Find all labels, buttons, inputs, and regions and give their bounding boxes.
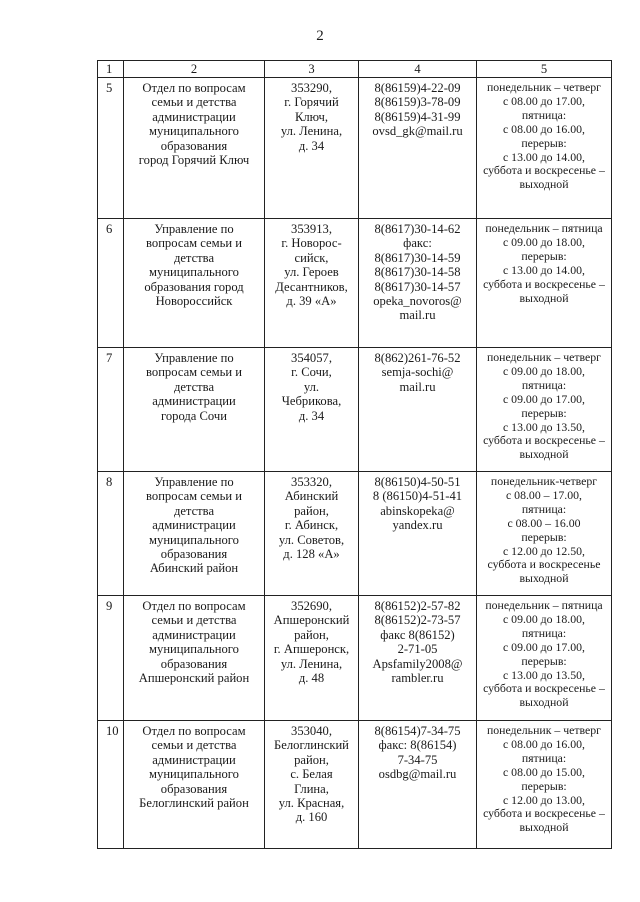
working-hours-line: суббота и воскресенье – xyxy=(483,433,605,448)
working-hours-line: с 08.00 – 17.00, xyxy=(505,487,583,502)
contacts-line: 8(86152)2-73-57 xyxy=(374,613,461,628)
working-hours-line: с 09.00 до 17.00, xyxy=(502,391,586,406)
working-hours-line: суббота и воскресенье – xyxy=(483,806,605,821)
organization-cell xyxy=(124,348,265,472)
address-line: д. 34 xyxy=(298,138,325,153)
working-hours-line: выходной xyxy=(519,820,569,835)
contacts-line: Apsfamily2008@ xyxy=(372,656,463,671)
organization-line: детства xyxy=(173,503,215,518)
organization-cell xyxy=(124,721,265,849)
header-cell-3: 3 xyxy=(265,61,359,78)
organization-line: администрации xyxy=(152,627,236,642)
organization-line: Апшеронский район xyxy=(138,671,250,686)
working-hours-line: понедельник-четверг xyxy=(490,474,598,488)
organization-line: Управление по xyxy=(154,351,234,365)
organization-line: муниципального xyxy=(149,265,239,280)
contacts-line: 7-34-75 xyxy=(397,752,438,767)
working-hours-cell xyxy=(477,596,612,721)
row-number-cell: 6 xyxy=(98,219,124,348)
working-hours-line: перерыв: xyxy=(521,778,567,793)
working-hours-line: понедельник – четверг xyxy=(486,723,602,737)
address-line: Глина, xyxy=(294,781,329,796)
header-cell-4: 4 xyxy=(359,61,477,78)
address-line: ул. Героев xyxy=(284,265,339,280)
address-line: район, xyxy=(294,752,329,767)
working-hours-line: выходной xyxy=(519,177,569,192)
working-hours-line: с 12.00 до 13.00, xyxy=(502,792,586,807)
organization-line: детства xyxy=(173,379,215,394)
address-line: ул. Ленина, xyxy=(280,124,343,139)
working-hours-cell xyxy=(477,219,612,348)
row-number-cell: 7 xyxy=(98,348,124,472)
row-number-cell: 9 xyxy=(98,596,124,721)
organization-line: вопросам семьи и xyxy=(146,365,242,380)
organization-line: администрации xyxy=(152,518,236,533)
working-hours-line: пятница: xyxy=(521,750,567,765)
address-line: 353913, xyxy=(291,222,332,236)
organization-line: администрации xyxy=(152,109,236,124)
organization-line: вопросам семьи и xyxy=(146,489,242,504)
working-hours-line: с 08.00 до 16.00, xyxy=(502,121,586,136)
address-line: Абинский xyxy=(284,489,339,504)
table-row xyxy=(98,78,612,219)
organization-cell xyxy=(124,472,265,596)
contacts-cell xyxy=(359,472,477,596)
working-hours-line: понедельник – пятница xyxy=(485,598,603,612)
working-hours-line: перерыв: xyxy=(521,653,567,668)
working-hours-line: перерыв: xyxy=(521,529,567,544)
address-line: г. Сочи, xyxy=(291,365,332,380)
contacts-line: факс: xyxy=(403,236,432,251)
address-line: д. 128 «А» xyxy=(283,547,340,562)
organization-line: администрации xyxy=(152,394,236,409)
organization-line: образования город xyxy=(144,279,244,294)
organization-line: администрации xyxy=(152,752,236,767)
contacts-line: факс 8(86152) xyxy=(380,627,455,642)
address-line: сийск, xyxy=(294,250,329,265)
working-hours-line: пятница: xyxy=(521,625,567,640)
contacts-line: mail.ru xyxy=(399,379,436,394)
row-number-cell: 5 xyxy=(98,78,124,219)
organization-line: Белоглинский район xyxy=(139,796,249,811)
address-line: 354057, xyxy=(291,351,332,365)
address-cell xyxy=(265,596,359,721)
address-line: Апшеронский xyxy=(273,613,350,628)
working-hours-line: пятница: xyxy=(521,501,567,516)
working-hours-line: выходной xyxy=(519,290,569,305)
working-hours-line: с 13.00 до 13.50, xyxy=(502,667,586,682)
address-cell xyxy=(265,78,359,219)
address-line: г. Горячий xyxy=(284,95,339,110)
organization-line: образования xyxy=(160,138,228,153)
organization-line: детства xyxy=(173,250,215,265)
address-line: Десантников, xyxy=(275,279,348,294)
contacts-line: abinskopeka@ xyxy=(380,503,455,518)
working-hours-line: понедельник – пятница xyxy=(485,221,603,235)
organization-cell xyxy=(124,219,265,348)
header-cell-2: 2 xyxy=(124,61,265,78)
organization-line: семьи и детства xyxy=(151,613,237,628)
organization-line: Управление по xyxy=(154,222,234,236)
address-line: д. 34 xyxy=(298,408,325,423)
working-hours-cell xyxy=(477,78,612,219)
working-hours-line: с 09.00 до 17.00, xyxy=(502,639,586,654)
contacts-line: mail.ru xyxy=(399,308,436,323)
contacts-cell xyxy=(359,219,477,348)
address-line: ул. Ленина, xyxy=(280,656,343,671)
working-hours-line: перерыв: xyxy=(521,135,567,150)
organization-line: образования xyxy=(160,547,228,562)
working-hours-line: суббота и воскресенье – xyxy=(483,276,605,291)
working-hours-line: с 08.00 – 16.00 xyxy=(507,515,581,530)
address-line: г. Абинск, xyxy=(284,518,339,533)
working-hours-line: выходной xyxy=(519,695,569,710)
address-line: Ключ, xyxy=(294,109,329,124)
contacts-line: 8(8617)30-14-57 xyxy=(374,279,461,294)
address-line: Чебрикова, xyxy=(281,394,342,409)
organization-line: муниципального xyxy=(149,532,239,547)
working-hours-line: с 09.00 до 18.00, xyxy=(502,611,586,626)
contacts-cell xyxy=(359,78,477,219)
contacts-line: semja-sochi@ xyxy=(381,365,454,380)
working-hours-cell xyxy=(477,721,612,849)
table-header-row xyxy=(98,61,612,78)
organization-line: образования xyxy=(160,656,228,671)
organization-line: Новороссийск xyxy=(155,294,233,309)
contacts-line: 8(86159)3-78-09 xyxy=(374,95,461,110)
contacts-line: 8(8617)30-14-58 xyxy=(374,265,461,280)
working-hours-line: пятница: xyxy=(521,377,567,392)
organization-line: муниципального xyxy=(149,642,239,657)
contacts-line: 8(8617)30-14-59 xyxy=(374,250,461,265)
address-line: Белоглинский xyxy=(274,738,349,753)
table-row xyxy=(98,596,612,721)
address-line: ул. xyxy=(303,379,320,394)
working-hours-line: с 13.00 до 14.00, xyxy=(502,149,586,164)
address-line: д. 48 xyxy=(298,671,325,686)
contacts-line: 8(86159)4-31-99 xyxy=(374,109,461,124)
working-hours-line: выходной xyxy=(519,571,569,586)
contacts-line: opeka_novoros@ xyxy=(373,294,462,309)
table-row xyxy=(98,472,612,596)
working-hours-line: с 09.00 до 18.00, xyxy=(502,234,586,249)
organization-line: Отдел по вопросам xyxy=(142,724,246,738)
organization-line: вопросам семьи и xyxy=(146,236,242,251)
contacts-line: факс: 8(86154) xyxy=(378,738,457,753)
organization-line: Управление по xyxy=(154,475,234,489)
contacts-line: 8(86150)4-50-51 xyxy=(374,475,461,489)
table-body xyxy=(98,61,612,849)
working-hours-line: с 08.00 до 17.00, xyxy=(502,93,586,108)
address-line: с. Белая xyxy=(290,767,333,782)
address-cell xyxy=(265,721,359,849)
contacts-line: 8 (86150)4-51-41 xyxy=(372,489,463,504)
organization-line: город Горячий Ключ xyxy=(138,153,250,168)
working-hours-line: понедельник – четверг xyxy=(486,80,602,94)
row-number-cell: 8 xyxy=(98,472,124,596)
working-hours-line: суббота и воскресенье – xyxy=(483,681,605,696)
address-cell xyxy=(265,219,359,348)
working-hours-line: перерыв: xyxy=(521,405,567,420)
working-hours-line: суббота и воскресенье – xyxy=(483,163,605,178)
address-line: ул. Красная, xyxy=(278,796,345,811)
page-number: 2 xyxy=(316,28,324,44)
organization-line: семьи и детства xyxy=(151,95,237,110)
address-line: район, xyxy=(294,627,329,642)
address-line: 353040, xyxy=(291,724,332,738)
contacts-line: 8(86159)4-22-09 xyxy=(374,81,461,95)
address-line: г. Апшеронск, xyxy=(273,642,350,657)
working-hours-line: с 13.00 до 13.50, xyxy=(502,419,586,434)
table-row xyxy=(98,219,612,348)
working-hours-line: пятница: xyxy=(521,107,567,122)
address-line: 353290, xyxy=(291,81,332,95)
working-hours-line: с 09.00 до 18.00, xyxy=(502,363,586,378)
organization-line: муниципального xyxy=(149,767,239,782)
address-line: 353320, xyxy=(291,475,332,489)
working-hours-line: перерыв: xyxy=(521,248,567,263)
working-hours-line: с 08.00 до 15.00, xyxy=(502,764,586,779)
contacts-line: 8(86152)2-57-82 xyxy=(374,599,461,613)
working-hours-cell xyxy=(477,472,612,596)
organization-cell xyxy=(124,596,265,721)
address-line: район, xyxy=(294,503,329,518)
contacts-line: ovsd_gk@mail.ru xyxy=(372,124,463,139)
address-line: г. Новорос- xyxy=(281,236,342,251)
address-line: ул. Советов, xyxy=(278,532,345,547)
contacts-cell xyxy=(359,596,477,721)
header-cell-5: 5 xyxy=(477,61,612,78)
working-hours-line: с 08.00 до 16.00, xyxy=(502,736,586,751)
contacts-cell xyxy=(359,348,477,472)
contacts-line: 8(8617)30-14-62 xyxy=(374,222,461,236)
address-line: д. 39 «А» xyxy=(286,294,337,309)
contacts-line: 8(86154)7-34-75 xyxy=(374,724,461,738)
working-hours-line: суббота и воскресенье xyxy=(487,557,601,572)
address-line: 352690, xyxy=(291,599,332,613)
table-row xyxy=(98,721,612,849)
working-hours-line: выходной xyxy=(519,447,569,462)
header-cell-1: 1 xyxy=(98,61,124,78)
organization-line: семьи и детства xyxy=(151,738,237,753)
contacts-line: osdbg@mail.ru xyxy=(378,767,457,782)
contacts-line: rambler.ru xyxy=(391,671,444,686)
organization-line: муниципального xyxy=(149,124,239,139)
table-row xyxy=(98,348,612,472)
organization-line: Абинский район xyxy=(149,561,239,576)
working-hours-line: понедельник – четверг xyxy=(486,350,602,364)
organization-line: образования xyxy=(160,781,228,796)
contacts-line: 2-71-05 xyxy=(397,642,438,657)
organization-line: города Сочи xyxy=(161,408,227,423)
organization-line: Отдел по вопросам xyxy=(142,81,246,95)
organization-line: Отдел по вопросам xyxy=(142,599,246,613)
row-number-cell: 10 xyxy=(98,721,124,849)
address-cell xyxy=(265,348,359,472)
working-hours-cell xyxy=(477,348,612,472)
address-line: д. 160 xyxy=(295,810,328,825)
working-hours-line: с 13.00 до 14.00, xyxy=(502,262,586,277)
contacts-table xyxy=(97,60,612,849)
contacts-line: 8(862)261-76-52 xyxy=(374,351,461,365)
contacts-line: yandex.ru xyxy=(392,518,443,533)
address-cell xyxy=(265,472,359,596)
organization-cell xyxy=(124,78,265,219)
working-hours-line: с 12.00 до 12.50, xyxy=(502,543,586,558)
contacts-cell xyxy=(359,721,477,849)
